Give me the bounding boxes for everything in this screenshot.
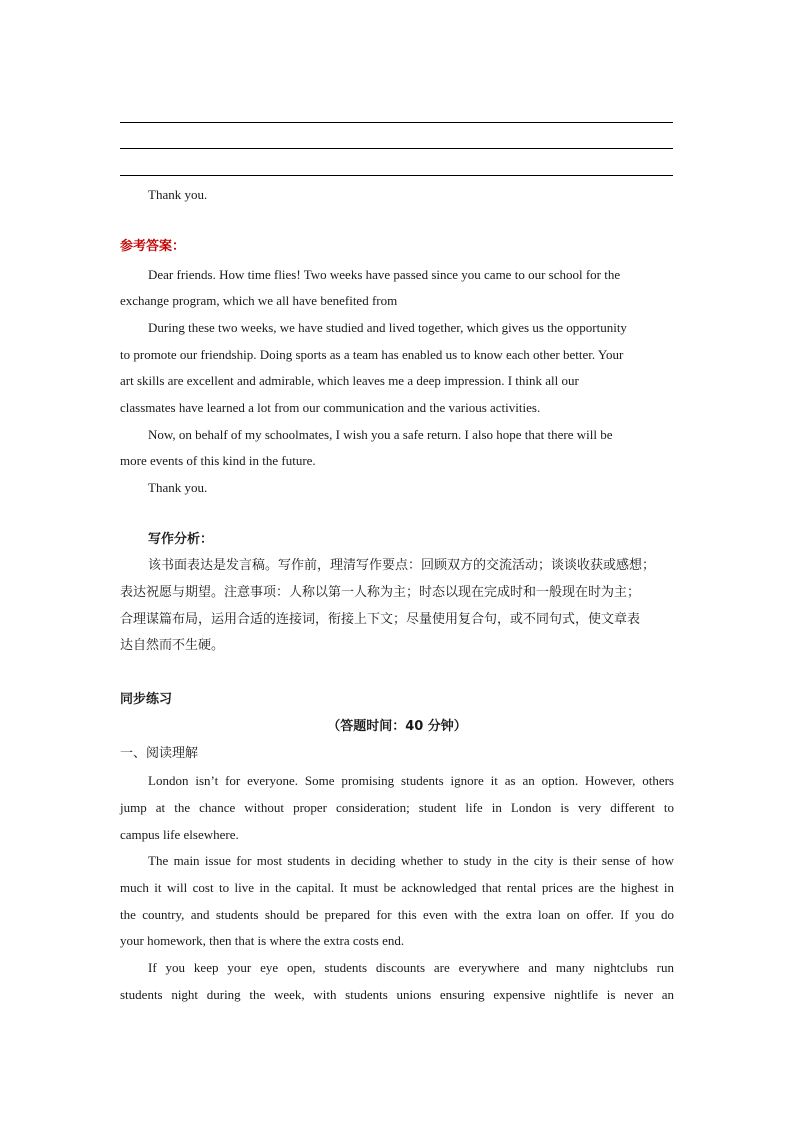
section-heading: 同步练习 bbox=[120, 692, 173, 707]
analysis-line: 该书面表达是发言稿。写作前，理清写作要点：回顾双方的交流活动；谈谈收获或感想； bbox=[148, 558, 656, 573]
passage-line: London isn’t for everyone. Some promising students ignore it as an option. However, others bbox=[148, 773, 674, 788]
question-section-title: 一、阅读理解 bbox=[120, 746, 199, 761]
passage-line: much it will cost to live in the capital. It must be acknowledged that rental prices are the highest in bbox=[120, 880, 674, 895]
answer-blank-line bbox=[120, 122, 673, 123]
answer-blank-line bbox=[120, 175, 673, 176]
answer-line: to promote our friendship. Doing sports as a team has enabled us to know each other better. Your bbox=[120, 347, 624, 362]
answer-line: Thank you. bbox=[148, 480, 208, 495]
answer-line: Now, on behalf of my schoolmates, I wish you a safe return. I also hope that there will be bbox=[148, 427, 613, 442]
time-note: （答题时间：40 分钟） bbox=[327, 719, 467, 734]
closing-text: Thank you. bbox=[148, 187, 208, 202]
answer-blank-line bbox=[120, 148, 673, 149]
answer-line: more events of this kind in the future. bbox=[120, 453, 316, 468]
passage-line: jump at the chance without proper consideration; student life in London is very different to bbox=[120, 800, 674, 815]
passage-line: students night during the week, with students unions ensuring expensive nightlife is never an bbox=[120, 987, 674, 1002]
answer-line: During these two weeks, we have studied and lived together, which gives us the opportunity bbox=[148, 320, 627, 335]
analysis-line: 达自然而不生硬。 bbox=[120, 638, 225, 653]
analysis-heading: 写作分析： bbox=[148, 532, 214, 547]
answer-heading: 参考答案： bbox=[120, 239, 186, 254]
answer-line: exchange program, which we all have benefited from bbox=[120, 293, 398, 308]
answer-line: art skills are excellent and admirable, which leaves me a deep impression. I think all our bbox=[120, 373, 579, 388]
passage-line: your homework, then that is where the extra costs end. bbox=[120, 933, 405, 948]
analysis-line: 合理谋篇布局，运用合适的连接词，衔接上下文；尽量使用复合句，或不同句式，使文章表 bbox=[120, 612, 641, 627]
passage-line: The main issue for most students in deciding whether to study in the city is their sense of how bbox=[148, 853, 674, 868]
passage-line: campus life elsewhere. bbox=[120, 827, 239, 842]
answer-line: Dear friends. How time flies! Two weeks have passed since you came to our school for the bbox=[148, 267, 621, 282]
analysis-line: 表达祝愿与期望。注意事项：人称以第一人称为主；时态以现在完成时和一般现在时为主； bbox=[120, 585, 641, 600]
passage-line: If you keep your eye open, students discounts are everywhere and many nightclubs run bbox=[148, 960, 674, 975]
answer-line: classmates have learned a lot from our communication and the various activities. bbox=[120, 400, 541, 415]
passage-line: the country, and students should be prepared for this even with the extra loan on offer. If you do bbox=[120, 907, 674, 922]
